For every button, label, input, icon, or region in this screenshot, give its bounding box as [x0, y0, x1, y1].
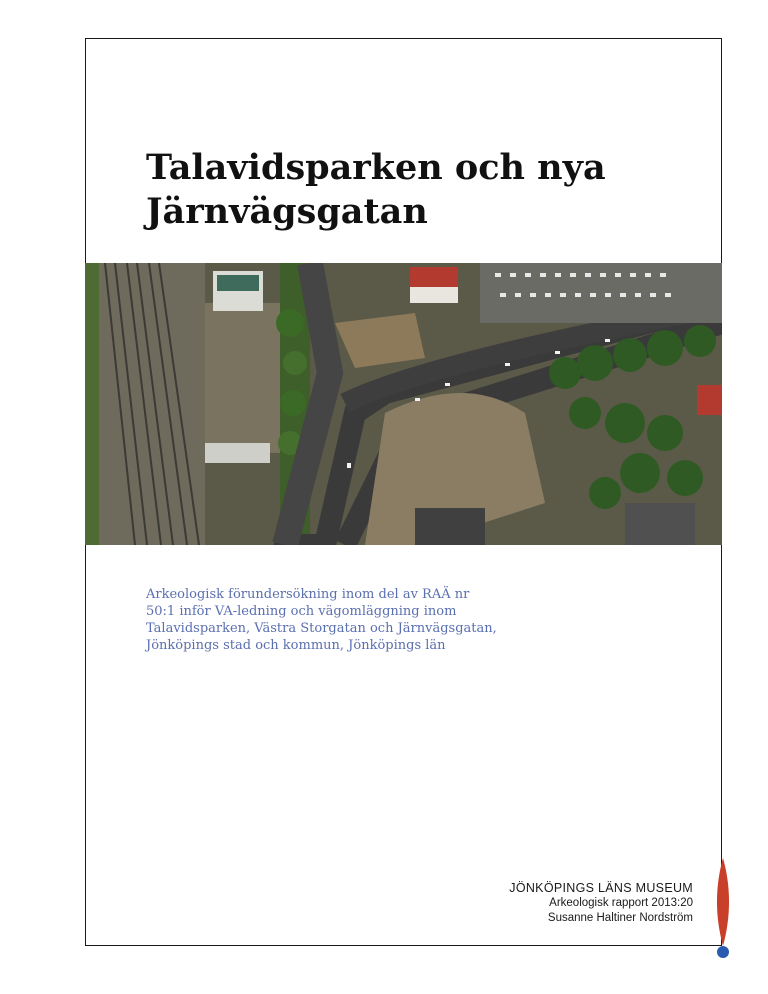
title-line-2: Järnvägsgatan — [146, 191, 428, 232]
report-subtitle — [146, 586, 546, 654]
report-title — [146, 146, 706, 234]
museum-name: JÖNKÖPINGS LÄNS MUSEUM — [509, 881, 693, 895]
report-series: Arkeologisk rapport 2013:20 — [549, 897, 693, 909]
title-line-1: Talavidsparken och nya — [146, 147, 606, 188]
museum-logo-icon — [710, 858, 736, 958]
publisher-block — [509, 880, 693, 926]
report-author: Susanne Haltiner Nordström — [547, 912, 693, 924]
subtitle-line-3: Talavidsparken, Västra Storgatan och Järnvägsgatan, — [146, 621, 497, 636]
subtitle-line-2: 50:1 inför VA-ledning och vägomläggning inom — [146, 604, 457, 619]
aerial-photo — [85, 263, 722, 545]
subtitle-line-1: Arkeologisk förundersökning inom del av RAÄ nr — [146, 587, 470, 602]
subtitle-line-4: Jönköpings stad och kommun, Jönköpings län — [146, 638, 446, 653]
